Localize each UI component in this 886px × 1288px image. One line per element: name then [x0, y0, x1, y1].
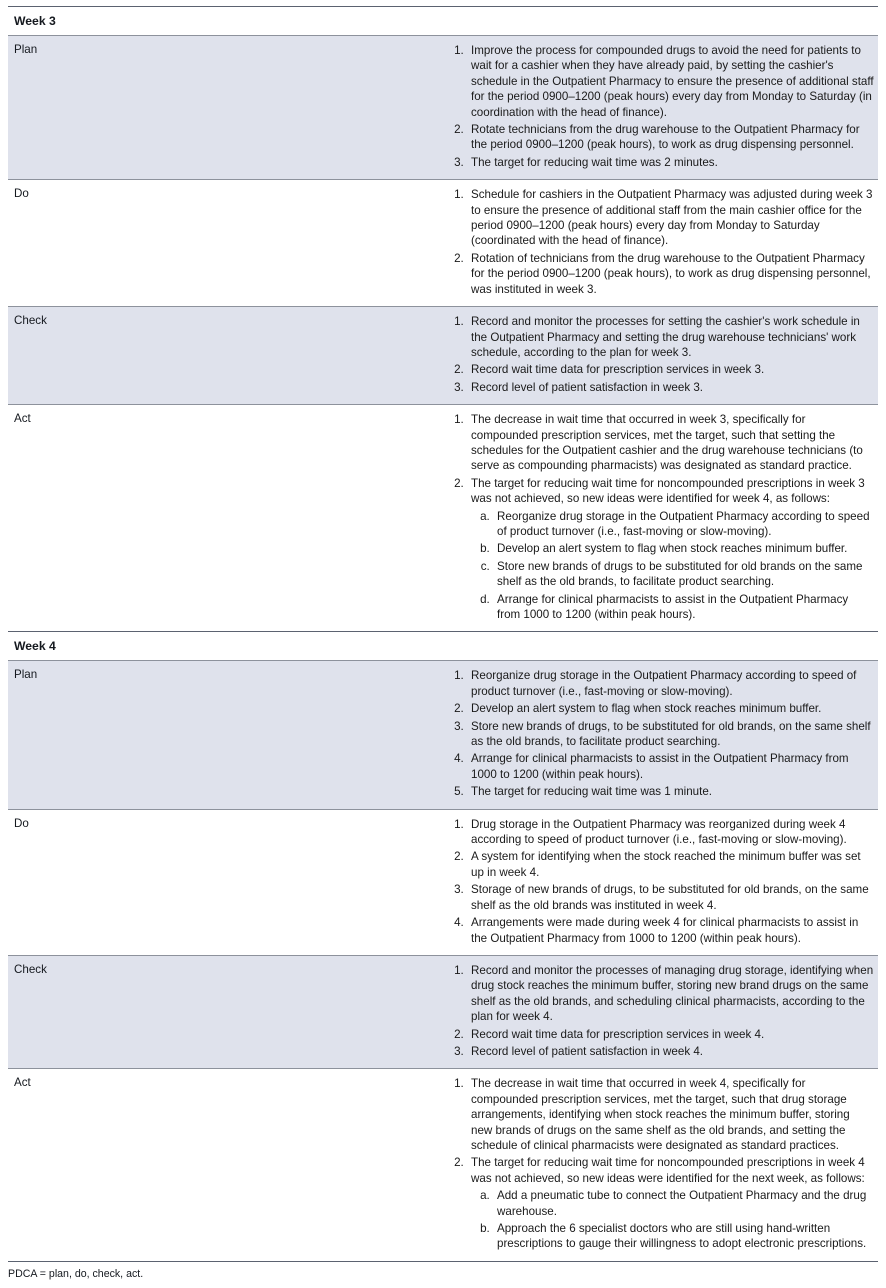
phase-row	[8, 1069, 878, 1261]
list-item	[467, 817, 874, 848]
list-item-text: The target for reducing wait time was 2 minutes.	[471, 155, 718, 169]
sub-list-item: b. Approach the 6 specialist doctors who are still using hand-written prescriptions to gauge their willingness to adopt electronic prescriptions.	[493, 1221, 874, 1252]
footnote-container	[0, 1261, 886, 1288]
section-title: Week 3	[8, 7, 878, 36]
sub-list-item: c. Store new brands of drugs to be substituted for old brands on the same shelf as the old brands, to facilitate product searching.	[493, 559, 874, 590]
list-item	[467, 668, 874, 699]
sub-list-item: a. Reorganize drug storage in the Outpatient Pharmacy according to speed of product turnover (i.e., fast-moving or slow-moving).	[493, 509, 874, 540]
list-item	[467, 362, 874, 377]
phase-label: Plan	[8, 661, 443, 809]
list-item	[467, 380, 874, 395]
numbered-list	[443, 412, 874, 622]
phase-row	[8, 809, 878, 955]
list-item	[467, 1027, 874, 1042]
section-header-row	[8, 632, 878, 661]
list-item-text: Reorganize drug storage in the Outpatient Pharmacy according to speed of product turnover (i.e., fast-moving or slow-moving).	[471, 669, 857, 698]
list-item	[467, 43, 874, 120]
list-item-text: A system for identifying when the stock reached the minimum buffer was set up in week 4.	[471, 850, 861, 879]
list-item-text: Arrange for clinical pharmacists to assist in the Outpatient Pharmacy from 1000 to 1200 (within peak hours).	[471, 752, 849, 781]
list-item-text: Schedule for cashiers in the Outpatient Pharmacy was adjusted during week 3 to ensure the presence of additional staff from the main cashier office for the period 0900–1200 (peak hours) every day from Monday to Saturday (coordinated with the head of finance).	[471, 188, 873, 248]
pdca-table	[8, 6, 878, 1261]
lettered-list	[471, 1188, 874, 1252]
numbered-list	[443, 314, 874, 395]
list-item-text: Record level of patient satisfaction in week 3.	[471, 380, 703, 394]
section-title: Week 4	[8, 632, 878, 661]
phase-content	[443, 955, 878, 1068]
list-item	[467, 476, 874, 623]
phase-row	[8, 307, 878, 405]
list-item	[467, 412, 874, 474]
lettered-list	[471, 509, 874, 623]
phase-label: Plan	[8, 36, 443, 180]
list-item	[467, 155, 874, 170]
list-item-text: Store new brands of drugs, to be substituted for old brands, on the same shelf as the old brands, to facilitate product searching.	[471, 719, 871, 749]
list-item-text: Storage of new brands of drugs, to be substituted for old brands, on the same shelf as the old brands was instituted in week 4.	[471, 883, 869, 912]
sub-list-item: a. Add a pneumatic tube to connect the Outpatient Pharmacy and the drug warehouse.	[493, 1188, 874, 1219]
list-item-text: The target for reducing wait time for noncompounded prescriptions in week 3 was not achieved, so new ideas were identified for week 4, as follows:	[471, 476, 865, 506]
list-item-text: Record level of patient satisfaction in week 4.	[471, 1044, 703, 1058]
list-item	[467, 751, 874, 782]
list-item-text: Rotate technicians from the drug warehouse to the Outpatient Pharmacy for the period 0900–1200 (peak hours), to work as drug dispensing personnel.	[471, 123, 860, 152]
phase-row	[8, 405, 878, 632]
list-item-text: Record and monitor the processes of managing drug storage, identifying when drug stock reaches the minimum buffer, storing new brand drugs on the same shelf as the old brands, and scheduling clinical pharmacists, according to the plan for week 4.	[471, 963, 874, 1024]
numbered-list	[443, 668, 874, 799]
section-header-row	[8, 7, 878, 36]
numbered-list	[443, 43, 874, 170]
list-item	[467, 187, 874, 249]
list-item	[467, 719, 874, 750]
list-item	[467, 963, 874, 1025]
list-item	[467, 122, 874, 153]
list-item	[467, 882, 874, 913]
list-item-text: The decrease in wait time that occurred in week 4, specifically for compounded prescription services, met the target, such that drug storage arrangements, identifying when stock reaches the minimum buffer, storing new brands of drugs on the same shelf as the old brands, and setting the schedule of clinical pharmacists were designated as standard practices.	[471, 1077, 850, 1152]
list-item-text: Record wait time data for prescription services in week 4.	[471, 1027, 765, 1041]
list-item	[467, 1044, 874, 1059]
list-item-text: The target for reducing wait time was 1 minute.	[471, 785, 713, 799]
list-item	[467, 1155, 874, 1251]
phase-content	[443, 661, 878, 809]
numbered-list	[443, 1076, 874, 1251]
phase-row	[8, 955, 878, 1068]
list-item	[467, 1076, 874, 1153]
list-item-text: Rotation of technicians from the drug warehouse to the Outpatient Pharmacy for the period 0900–1200 (peak hours), to work as drug dispensing personnel, was instituted in week 3.	[471, 251, 871, 296]
phase-label: Check	[8, 307, 443, 405]
phase-label: Do	[8, 180, 443, 307]
list-item-text: The target for reducing wait time for noncompounded prescriptions in week 4 was not achieved, so new ideas were identified for the next week, as follows:	[471, 1156, 865, 1185]
list-item-text: Improve the process for compounded drugs to avoid the need for patients to wait for a cashier when they have already paid, by setting the cashier's schedule in the Outpatient Pharmacy to ensure the presence of additional staff for the period 0900–1200 (peak hours) every day from Monday to Saturday (in coordination with the head of finance).	[471, 44, 874, 119]
phase-row	[8, 36, 878, 180]
sub-list-item: b. Develop an alert system to flag when stock reaches minimum buffer.	[493, 541, 874, 556]
phase-content	[443, 36, 878, 180]
phase-label: Act	[8, 405, 443, 632]
list-item-text: Record and monitor the processes for setting the cashier's work schedule in the Outpatient Pharmacy and setting the drug warehouse technicians' work schedule, according to the plan for week 3.	[471, 315, 860, 359]
list-item	[467, 701, 874, 716]
pdca-table-container	[0, 6, 886, 1261]
phase-content	[443, 180, 878, 307]
list-item	[467, 314, 874, 360]
numbered-list	[443, 187, 874, 297]
list-item-text: Arrangements were made during week 4 for clinical pharmacists to assist in the Outpatient Pharmacy from 1000 to 1200 (within peak hours).	[471, 916, 859, 945]
numbered-list	[443, 963, 874, 1059]
phase-label: Do	[8, 809, 443, 955]
list-item-text: Record wait time data for prescription services in week 3.	[471, 363, 765, 377]
footnote-text: PDCA = plan, do, check, act.	[8, 1267, 144, 1280]
phase-content	[443, 809, 878, 955]
list-item-text: The decrease in wait time that occurred in week 3, specifically for compounded prescription services, met the target, such that setting the schedules for the Outpatient cashier and the drug warehouse technicians (to serve as compounding pharmacists) was designated as standard practice.	[471, 413, 863, 473]
phase-content	[443, 1069, 878, 1261]
numbered-list	[443, 817, 874, 946]
list-item-text: Develop an alert system to flag when stock reaches minimum buffer.	[471, 702, 822, 716]
phase-label: Check	[8, 955, 443, 1068]
phase-label: Act	[8, 1069, 443, 1261]
phase-row	[8, 661, 878, 809]
sub-list-item: d. Arrange for clinical pharmacists to assist in the Outpatient Pharmacy from 1000 to 1200 (within peak hours).	[493, 592, 874, 623]
list-item-text: Drug storage in the Outpatient Pharmacy was reorganized during week 4 according to speed of product turnover (i.e., fast-moving or slow-moving).	[471, 817, 847, 847]
phase-content	[443, 405, 878, 632]
table-body	[8, 7, 878, 1261]
list-item	[467, 915, 874, 946]
phase-content	[443, 307, 878, 405]
phase-row	[8, 180, 878, 307]
list-item	[467, 784, 874, 799]
list-item	[467, 251, 874, 297]
list-item	[467, 849, 874, 880]
